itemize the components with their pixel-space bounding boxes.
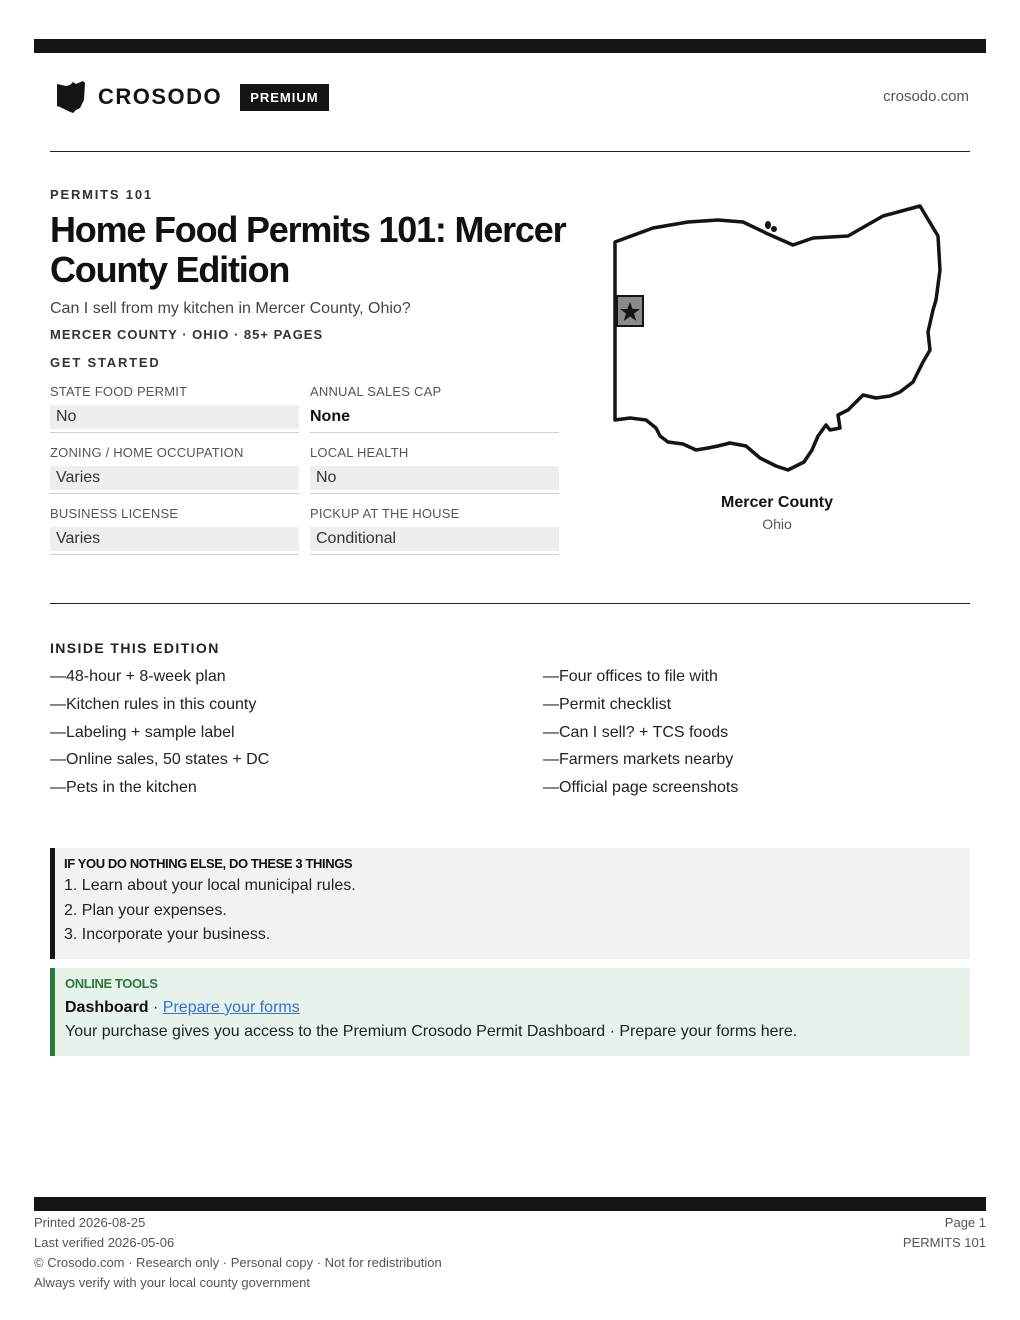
fact-value: Conditional	[310, 527, 559, 551]
fact-value: Varies	[50, 527, 299, 551]
list-item: —Online sales, 50 states + DC	[50, 751, 270, 769]
list-item: —Farmers markets nearby	[543, 751, 734, 769]
list-item: —Four offices to file with	[543, 668, 718, 685]
get-started-heading: GET STARTED	[50, 355, 161, 370]
dashboard-label: Dashboard	[65, 999, 149, 1016]
brand-name: CROSODO	[98, 84, 223, 109]
list-item: —Permit checklist	[543, 695, 672, 713]
list-item: —Kitchen rules in this county	[50, 695, 257, 713]
fact-value: No	[50, 405, 299, 429]
verified-date: Last verified 2026-05-06	[34, 1235, 175, 1250]
tools-description: Your purchase gives you access to the Premium Crosodo Permit Dashboard · Prepare your forms here.	[65, 1023, 798, 1040]
list-item: 2. Plan your expenses.	[64, 901, 227, 919]
fact-label: ANNUAL SALES CAP	[310, 384, 442, 399]
must-do-list	[64, 876, 970, 950]
prepare-forms-link[interactable]: Prepare your forms	[162, 999, 300, 1016]
fact-zoning	[50, 444, 299, 494]
list-item: 1. Learn about your local municipal rules.	[64, 877, 356, 894]
premium-badge: PREMIUM	[240, 84, 328, 111]
bottom-rule-bar	[34, 1197, 986, 1211]
fact-annual-sales-cap	[310, 383, 559, 433]
page-subtitle: Can I sell from my kitchen in Mercer County, Ohio?	[50, 300, 411, 317]
fact-label: ZONING / HOME OCCUPATION	[50, 445, 244, 460]
lake-island-mark	[771, 226, 777, 232]
section-eyebrow: PERMITS 101	[50, 187, 153, 202]
online-tools-callout	[50, 968, 970, 1056]
map-state-label: Ohio	[762, 516, 792, 532]
fact-pickup	[310, 505, 559, 555]
top-rule-bar	[34, 39, 986, 53]
fact-local-health	[310, 444, 559, 494]
lake-island-mark	[765, 221, 771, 229]
ohio-county-map	[608, 200, 948, 480]
edition-meta: MERCER COUNTY · OHIO · 85+ PAGES	[50, 327, 324, 342]
permit-facts-grid	[50, 383, 559, 555]
online-tools-heading: ONLINE TOOLS	[65, 976, 158, 991]
tools-separator: ·	[148, 999, 163, 1016]
list-item: —Official page screenshots	[543, 779, 739, 797]
fact-label: BUSINESS LICENSE	[50, 506, 179, 521]
page-title: Home Food Permits 101: Mercer County Edition	[50, 209, 566, 290]
list-item: —Pets in the kitchen	[50, 779, 197, 797]
footer-left	[34, 1213, 442, 1293]
fact-value: No	[310, 466, 559, 490]
printed-date: Printed 2026-08-25	[34, 1215, 146, 1230]
map-county-label: Mercer County	[720, 494, 834, 511]
copyright-notice: © Crosodo.com · Research only · Personal copy · Not for redistribution	[34, 1255, 442, 1270]
inside-edition-heading: INSIDE THIS EDITION	[50, 640, 220, 656]
fact-business-license	[50, 505, 299, 555]
section-divider	[50, 603, 970, 604]
must-do-heading: IF YOU DO NOTHING ELSE, DO THESE 3 THINGS	[64, 856, 353, 871]
disclaimer: Always verify with your local county government	[34, 1275, 311, 1290]
fact-value: None	[310, 408, 350, 425]
inside-list-right	[543, 666, 738, 805]
brand[interactable]	[56, 80, 329, 114]
page-number: Page 1	[944, 1215, 986, 1230]
list-item: —Can I sell? + TCS foods	[543, 723, 729, 741]
list-item: —48-hour + 8-week plan	[50, 668, 226, 685]
header-divider	[50, 151, 970, 152]
fact-label: PICKUP AT THE HOUSE	[310, 506, 460, 521]
ohio-logo-icon	[56, 80, 86, 114]
fact-state-food-permit	[50, 383, 299, 433]
footer-right	[903, 1213, 986, 1253]
must-do-callout	[50, 848, 970, 959]
inside-list-left	[50, 666, 269, 805]
tools-line	[65, 999, 970, 1017]
site-url[interactable]: crosodo.com	[883, 88, 969, 105]
list-item: 3. Incorporate your business.	[64, 926, 271, 943]
fact-value: Varies	[50, 466, 299, 490]
list-item: —Labeling + sample label	[50, 723, 235, 741]
footer-section: PERMITS 101	[902, 1235, 986, 1250]
fact-label: LOCAL HEALTH	[310, 445, 409, 460]
fact-label: STATE FOOD PERMIT	[50, 384, 188, 399]
ohio-state-outline	[615, 206, 940, 470]
